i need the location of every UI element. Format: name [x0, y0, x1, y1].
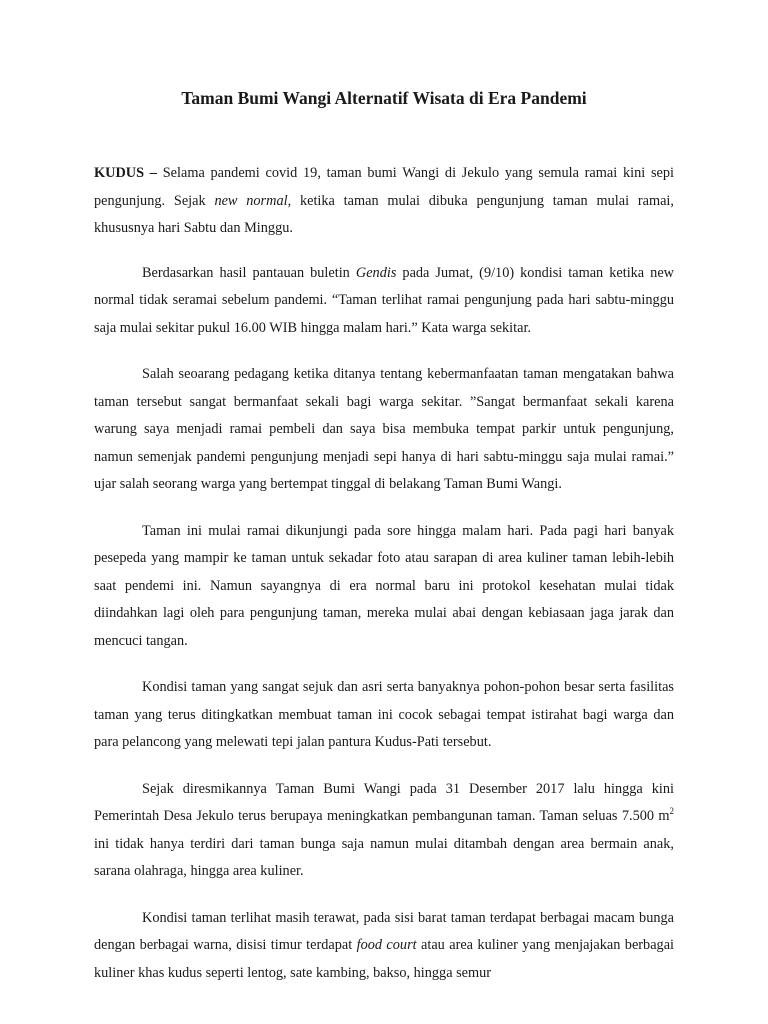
- paragraph-1-text-b: , ketika taman mulai dibuka pengunjung taman mulai ramai, khususnya hari Sabtu dan Minggu.: [94, 192, 674, 236]
- paragraph-3: Salah seoarang pedagang ketika ditanya tentang kebermanfaatan taman mengatakan bahwa taman tersebut sangat bermanfaat sekali bagi warga sekitar. ”Sangat bermanfaat sekali karena warung saya menjadi ramai pembeli dan saya bisa membuka tempat parkir untuk pengunjung, namun semenjak pandemi pengunjung menjadi sepi hanya di hari sabtu-minggu saja mulai ramai.” ujar salah seorang warga yang bertempat tinggal di belakang Taman Bumi Wangi.: [94, 366, 674, 492]
- dateline: KUDUS –: [94, 165, 157, 181]
- paragraph-6: [94, 776, 674, 886]
- paragraph-2-italic: Gendis: [355, 264, 397, 281]
- paragraph-2-text-b: pada Jumat, (9/10) kondisi taman ketika new normal tidak seramai sebelum pandemi. “Taman terlihat ramai pengunjung pada hari sabtu-minggu saja mulai sekitar pukul 16.00 WIB hingga malam hari.” Kata warga sekitar.: [94, 264, 675, 336]
- superscript: 2: [669, 806, 674, 817]
- paragraph-5: Kondisi taman yang sangat sejuk dan asri serta banyaknya pohon-pohon besar serta fasilitas taman yang terus ditingkatkan membuat taman ini cocok sebagai tempat istirahat bagi warga dan para pelancong yang melewati tepi jalan pantura Kudus-Pati tersebut.: [94, 679, 674, 750]
- article-body: [94, 160, 674, 987]
- paragraph-7-text-b: atau area kuliner yang menjajakan berbagai kuliner khas kudus seperti lentog, sate kambing, bakso, hingga semur: [94, 937, 675, 981]
- paragraph-7-italic: food court: [356, 937, 417, 953]
- paragraph-6-text-b: ini tidak hanya terdiri dari taman bunga saja namun mulai ditambah dengan area bermain anak, sarana olahraga, hingga area kuliner.: [94, 835, 674, 879]
- paragraph-4: Taman ini mulai ramai dikunjungi pada sore hingga malam hari. Pada pagi hari banyak pesepeda yang mampir ke taman untuk sekadar foto atau sarapan di area kuliner taman lebih-lebih saat pendemi ini. Namun sayangnya di era normal baru ini protokol kesehatan mulai tidak diindahkan lagi oleh para pengunjung taman, mereka mulai abai dengan kebiasaan jaga jarak dan mencuci tangan.: [94, 522, 674, 649]
- paragraph-2: [94, 260, 674, 343]
- paragraph-6-text-a: Sejak diresmikannya Taman Bumi Wangi pada 31 Desember 2017 lalu hingga kini Pemerintah Desa Jekulo terus berupaya meningkatkan pembangunan taman. Taman seluas 7.500 m: [94, 780, 674, 824]
- paragraph-1-text-a: Selama pandemi covid 19, taman bumi Wangi di Jekulo yang semula ramai kini sepi pengunjung. Sejak: [94, 165, 674, 209]
- paragraph-7: [94, 905, 674, 988]
- paragraph-7-text-a: Kondisi taman terlihat masih terawat, pada sisi barat taman terdapat berbagai macam bunga dengan berbagai warna, disisi timur terdapat: [94, 909, 674, 953]
- paragraph-1-italic: new normal: [214, 192, 288, 209]
- paragraph-1: [94, 160, 674, 243]
- paragraph-2-text-a: Berdasarkan hasil pantauan buletin: [142, 264, 356, 281]
- article-title: Taman Bumi Wangi Alternatif Wisata di Era Pandemi: [181, 88, 587, 108]
